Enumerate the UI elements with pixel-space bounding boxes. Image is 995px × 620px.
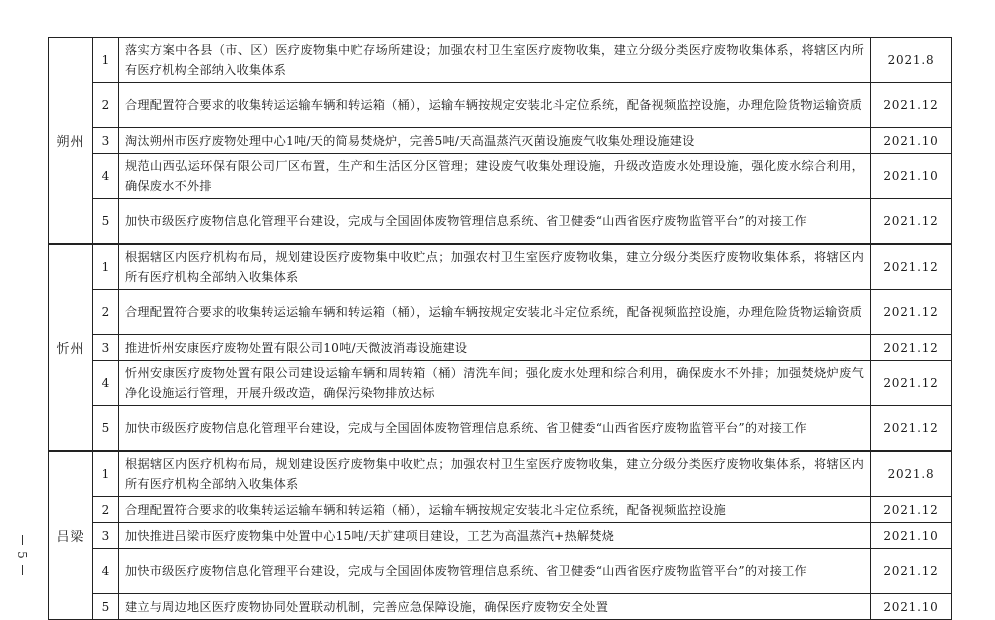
task-description: 落实方案中各县（市、区）医疗废物集中贮存场所建设；加强农村卫生室医疗废物收集，建立分级分类医疗废物收集体系，将辖区内所有医疗机构全部纳入收集体系 bbox=[119, 38, 871, 83]
task-description: 根据辖区内医疗机构布局，规划建设医疗废物集中收贮点；加强农村卫生室医疗废物收集，建立分级分类医疗废物收集体系，将辖区内所有医疗机构全部纳入收集体系 bbox=[119, 451, 871, 497]
task-description: 加快市级医疗废物信息化管理平台建设，完成与全国固体废物管理信息系统、省卫健委“山西省医疗废物监管平台”的对接工作 bbox=[119, 199, 871, 245]
row-index: 2 bbox=[93, 497, 119, 523]
deadline: 2021.10 bbox=[871, 154, 952, 199]
task-description: 建立与周边地区医疗废物协同处置联动机制，完善应急保障设施，确保医疗废物安全处置 bbox=[119, 594, 871, 620]
task-description: 加快推进吕梁市医疗废物集中处置中心15吨/天扩建项目建设，工艺为高温蒸汽+热解焚烧 bbox=[119, 523, 871, 549]
row-index: 4 bbox=[93, 154, 119, 199]
row-index: 5 bbox=[93, 406, 119, 452]
task-description: 加快市级医疗废物信息化管理平台建设，完成与全国固体废物管理信息系统、省卫健委“山西省医疗废物监管平台”的对接工作 bbox=[119, 406, 871, 452]
table-row bbox=[49, 523, 952, 549]
region-cell: 忻州 bbox=[49, 244, 93, 451]
task-description: 推进忻州安康医疗废物处置有限公司10吨/天微波消毒设施建设 bbox=[119, 335, 871, 361]
deadline: 2021.10 bbox=[871, 594, 952, 620]
task-table bbox=[48, 37, 952, 620]
table-row bbox=[49, 38, 952, 83]
table-row bbox=[49, 549, 952, 594]
row-index: 1 bbox=[93, 244, 119, 290]
table-row bbox=[49, 335, 952, 361]
deadline: 2021.12 bbox=[871, 244, 952, 290]
row-index: 3 bbox=[93, 335, 119, 361]
row-index: 1 bbox=[93, 451, 119, 497]
page-number-dash-top bbox=[22, 535, 23, 545]
region-cell: 朔州 bbox=[49, 38, 93, 245]
row-index: 3 bbox=[93, 523, 119, 549]
page-number-value: 5 bbox=[15, 551, 29, 559]
table-row bbox=[49, 244, 952, 290]
row-index: 3 bbox=[93, 128, 119, 154]
row-index: 2 bbox=[93, 83, 119, 128]
page-number-dash-bottom bbox=[22, 565, 23, 575]
table-row bbox=[49, 83, 952, 128]
row-index: 1 bbox=[93, 38, 119, 83]
task-description: 合理配置符合要求的收集转运运输车辆和转运箱（桶），运输车辆按规定安装北斗定位系统，配备视频监控设施，办理危险货物运输资质 bbox=[119, 290, 871, 335]
region-group-shuozhou bbox=[49, 38, 952, 245]
deadline: 2021.12 bbox=[871, 549, 952, 594]
table-row bbox=[49, 154, 952, 199]
region-group-xinzhou bbox=[49, 244, 952, 451]
deadline: 2021.12 bbox=[871, 290, 952, 335]
row-index: 2 bbox=[93, 290, 119, 335]
deadline: 2021.12 bbox=[871, 335, 952, 361]
deadline: 2021.10 bbox=[871, 128, 952, 154]
task-description: 根据辖区内医疗机构布局，规划建设医疗废物集中收贮点；加强农村卫生室医疗废物收集，建立分级分类医疗废物收集体系，将辖区内所有医疗机构全部纳入收集体系 bbox=[119, 244, 871, 290]
region-cell: 吕梁 bbox=[49, 451, 93, 620]
task-description: 加快市级医疗废物信息化管理平台建设，完成与全国固体废物管理信息系统、省卫健委“山西省医疗废物监管平台”的对接工作 bbox=[119, 549, 871, 594]
row-index: 5 bbox=[93, 199, 119, 245]
table-row bbox=[49, 199, 952, 245]
row-index: 5 bbox=[93, 594, 119, 620]
page-number bbox=[14, 535, 30, 575]
task-description: 忻州安康医疗废物处置有限公司建设运输车辆和周转箱（桶）清洗车间；强化废水处理和综合利用，确保废水不外排；加强焚烧炉废气净化设施运行管理，开展升级改造，确保污染物排放达标 bbox=[119, 361, 871, 406]
task-description: 合理配置符合要求的收集转运运输车辆和转运箱（桶），运输车辆按规定安装北斗定位系统，配备视频监控设施，办理危险货物运输资质 bbox=[119, 83, 871, 128]
deadline: 2021.10 bbox=[871, 523, 952, 549]
deadline: 2021.12 bbox=[871, 361, 952, 406]
deadline: 2021.12 bbox=[871, 497, 952, 523]
region-group-lvliang bbox=[49, 451, 952, 620]
task-description: 规范山西弘运环保有限公司厂区布置，生产和生活区分区管理；建设废气收集处理设施，升级改造废水处理设施，强化废水综合利用，确保废水不外排 bbox=[119, 154, 871, 199]
table-row bbox=[49, 361, 952, 406]
table-row bbox=[49, 497, 952, 523]
deadline: 2021.12 bbox=[871, 406, 952, 452]
row-index: 4 bbox=[93, 361, 119, 406]
deadline: 2021.8 bbox=[871, 451, 952, 497]
table-row bbox=[49, 128, 952, 154]
table-row bbox=[49, 406, 952, 452]
task-description: 合理配置符合要求的收集转运运输车辆和转运箱（桶），运输车辆按规定安装北斗定位系统，配备视频监控设施 bbox=[119, 497, 871, 523]
table-row bbox=[49, 594, 952, 620]
table-row bbox=[49, 290, 952, 335]
task-description: 淘汰朔州市医疗废物处理中心1吨/天的简易焚烧炉，完善5吨/天高温蒸汽灭菌设施废气收集处理设施建设 bbox=[119, 128, 871, 154]
deadline: 2021.12 bbox=[871, 83, 952, 128]
deadline: 2021.12 bbox=[871, 199, 952, 245]
table-row bbox=[49, 451, 952, 497]
deadline: 2021.8 bbox=[871, 38, 952, 83]
row-index: 4 bbox=[93, 549, 119, 594]
